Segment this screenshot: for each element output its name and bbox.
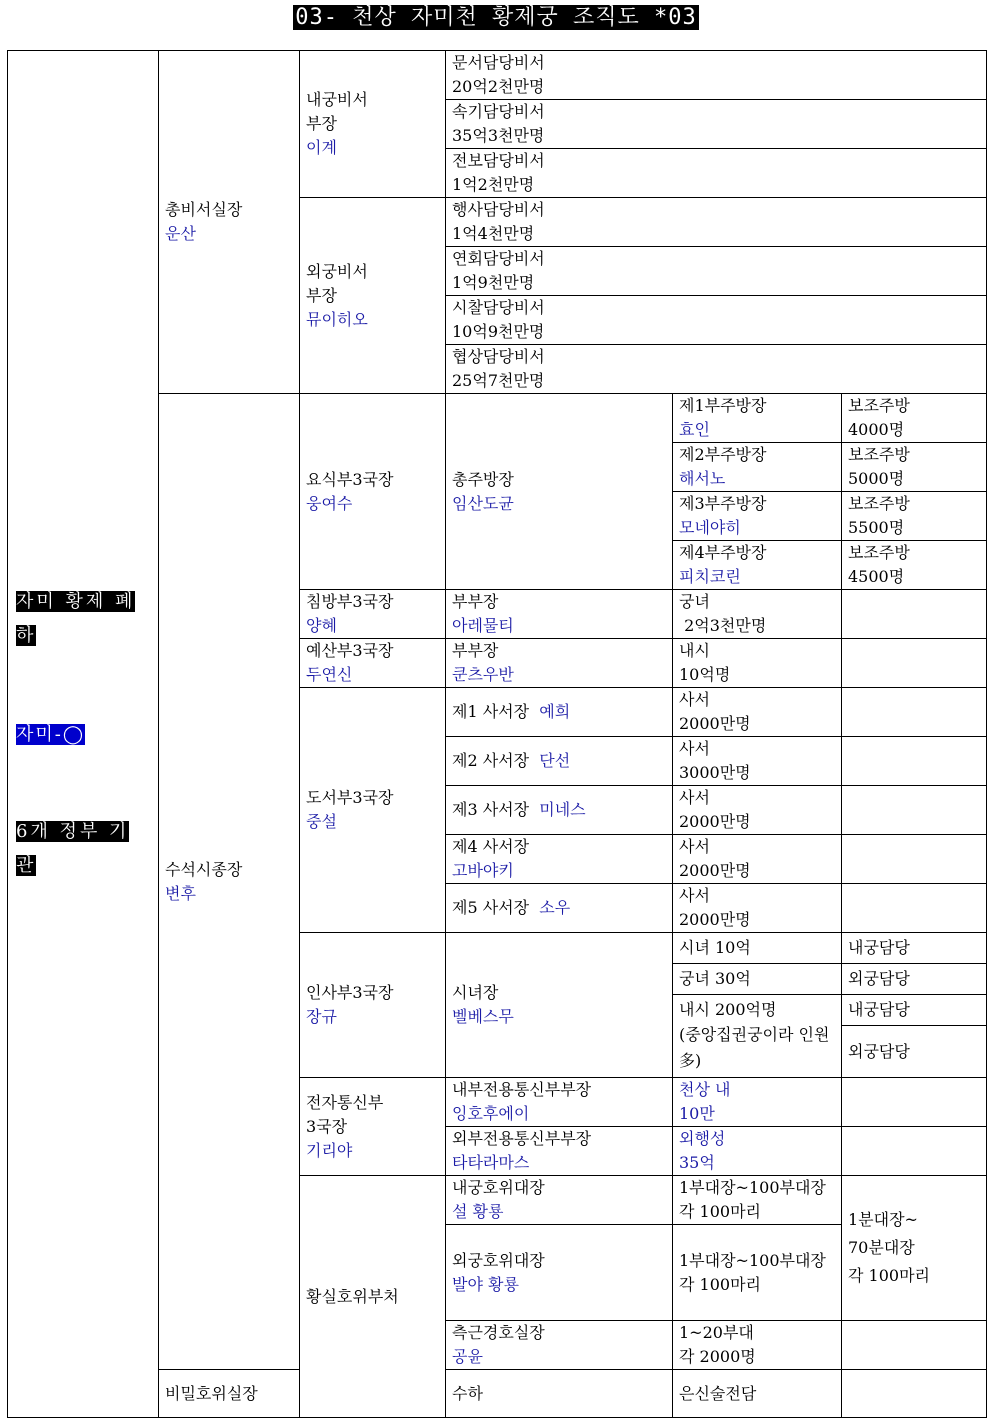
maid-head: 시녀장 벨베스무: [446, 933, 673, 1078]
secretary-item: 행사담당비서 1억4천만명: [446, 198, 987, 247]
guard-head: 황실호위부처: [300, 1176, 446, 1418]
hr-duty: 내궁담당: [842, 933, 987, 964]
librarian-head: 제5 사서장 소우: [446, 884, 673, 933]
librarian-staff: 사서 2000만명: [673, 786, 842, 835]
org-chart-table: [7, 50, 987, 1418]
sub-chef: 제2부주방장 해서노: [673, 443, 842, 492]
outer-guard-units: 1부대장~100부대장 각 100마리: [673, 1225, 842, 1321]
librarian-staff: 사서 3000만명: [673, 737, 842, 786]
inner-secretary: 내궁비서 부장 이계: [300, 51, 446, 198]
chief-head: 수석시종장 변후: [159, 394, 300, 1370]
library-dept: 도서부3국장 중설: [300, 688, 446, 933]
budget-dept: 예산부3국장 두연신: [300, 639, 446, 688]
inner-guard: 내궁호위대장 설 황룡: [446, 1176, 673, 1225]
empty-cell: [842, 835, 987, 884]
comm-dept: 전자통신부 3국장 기리야: [300, 1078, 446, 1176]
secret-guard-duty: 은신술전담: [673, 1370, 842, 1418]
secretary-item: 시찰담당비서 10억9천만명: [446, 296, 987, 345]
hr-dept: 인사부3국장 장규: [300, 933, 446, 1078]
comm-outer: 외부전용통신부부장 타타라마스: [446, 1127, 673, 1176]
head-chef: 총주방장 임산도균: [446, 394, 673, 590]
bed-dept: 침방부3국장 양혜: [300, 590, 446, 639]
budget-deputy: 부부장 쿤츠우반: [446, 639, 673, 688]
food-dept: 요식부3국장 웅여수: [300, 394, 446, 590]
secretary-item: 속기담당비서 35억3천만명: [446, 100, 987, 149]
librarian-head: 제1 사서장 예희: [446, 688, 673, 737]
secretary-item: 협상담당비서 25억7천만명: [446, 345, 987, 394]
kitchen-helper: 보조주방 4500명: [842, 541, 987, 590]
budget-staff: 내시 10억명: [673, 639, 842, 688]
librarian-head: 제4 사서장 고바야키: [446, 835, 673, 884]
empty-cell: [842, 1370, 987, 1418]
hr-duty: 외궁담당: [842, 964, 987, 995]
bed-staff: 궁녀 2억3천만명: [673, 590, 842, 639]
hr-duty: 외궁담당: [842, 1026, 987, 1078]
empty-cell: [842, 1078, 987, 1127]
page-title: 03- 천상 자미천 황제궁 조직도 *03: [295, 5, 697, 30]
hr-staff: 내시 200억명 (중앙집권궁이라 인원 多): [673, 995, 842, 1078]
sub-chef: 제1부주방장 효인: [673, 394, 842, 443]
secret-guard-unit: 수하: [446, 1370, 673, 1418]
empty-cell: [842, 1127, 987, 1176]
kitchen-helper: 보조주방 5500명: [842, 492, 987, 541]
empty-cell: [842, 884, 987, 933]
empty-cell: [842, 590, 987, 639]
root-cell: 자미 황제 폐 하 자미-◯ 6개 정부 기 관: [8, 51, 159, 1418]
empty-cell: [842, 786, 987, 835]
librarian-staff: 사서 2000만명: [673, 884, 842, 933]
hr-staff: 시녀 10억: [673, 933, 842, 964]
kitchen-helper: 보조주방 4000명: [842, 394, 987, 443]
close-guard-units: 1~20부대 각 2000명: [673, 1321, 842, 1370]
hr-staff: 궁녀 30억: [673, 964, 842, 995]
comm-inner-scope: 천상 내 10만: [673, 1078, 842, 1127]
secretary-head: 총비서실장 운산: [159, 51, 300, 394]
empty-cell: [842, 737, 987, 786]
librarian-staff: 사서 2000만명: [673, 835, 842, 884]
librarian-head: 제2 사서장 단선: [446, 737, 673, 786]
outer-secretary: 외궁비서 부장 뮤이히오: [300, 198, 446, 394]
hr-duty: 내궁담당: [842, 995, 987, 1026]
sub-chef: 제4부주방장 피치코린: [673, 541, 842, 590]
empty-cell: [842, 639, 987, 688]
kitchen-helper: 보조주방 5000명: [842, 443, 987, 492]
secretary-item: 연회담당비서 1억9천만명: [446, 247, 987, 296]
librarian-head: 제3 사서장 미네스: [446, 786, 673, 835]
empty-cell: [842, 1321, 987, 1370]
empty-cell: [842, 688, 987, 737]
bed-deputy: 부부장 아레물티: [446, 590, 673, 639]
secretary-item: 문서담당비서 20억2천만명: [446, 51, 987, 100]
secret-guard: 비밀호위실장: [159, 1370, 300, 1418]
comm-outer-scope: 외행성 35억: [673, 1127, 842, 1176]
sub-chef: 제3부주방장 모네야히: [673, 492, 842, 541]
inner-guard-units: 1부대장~100부대장 각 100마리: [673, 1176, 842, 1225]
guard-squads: 1분대장~ 70분대장 각 100마리: [842, 1176, 987, 1321]
secretary-item: 전보담당비서 1억2천만명: [446, 149, 987, 198]
close-guard: 측근경호실장 공윤: [446, 1321, 673, 1370]
outer-guard: 외궁호위대장 발야 황룡: [446, 1225, 673, 1321]
comm-inner: 내부전용통신부부장 잉호후에이: [446, 1078, 673, 1127]
librarian-staff: 사서 2000만명: [673, 688, 842, 737]
